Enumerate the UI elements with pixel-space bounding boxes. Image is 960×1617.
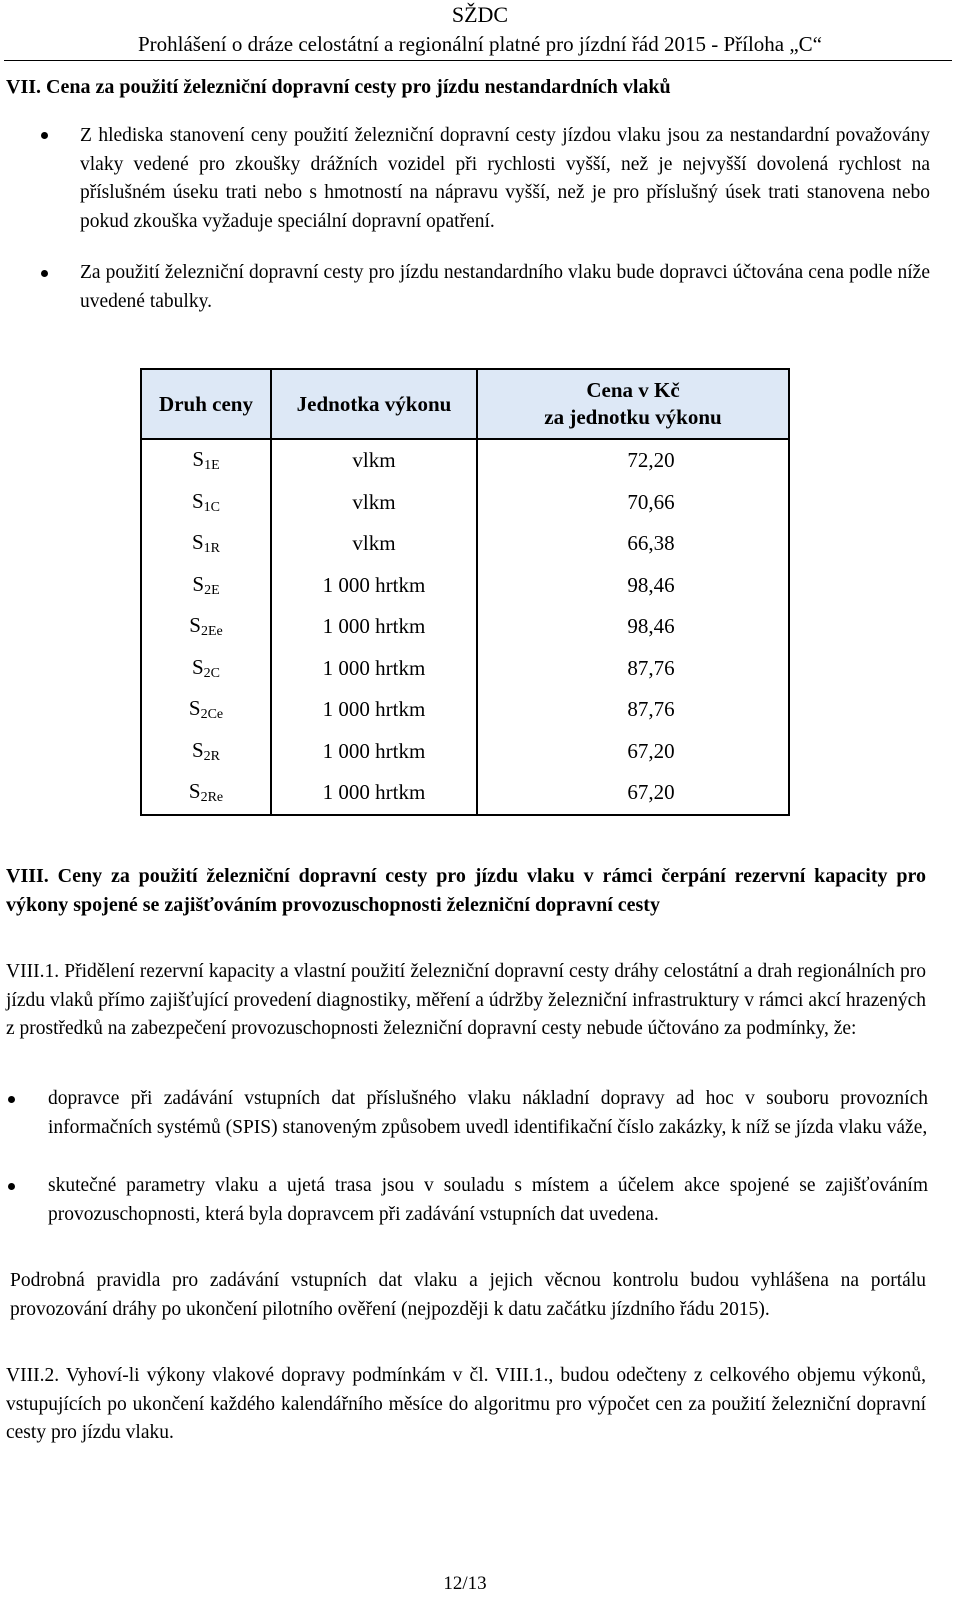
price-cell: 98,46 [477,565,789,607]
price-cell: 87,76 [477,648,789,690]
price-type-cell: $S_{1C}$ [141,482,271,524]
unit-cell: 1 000 hrtkm [271,689,477,731]
table-row [141,439,789,482]
table-row [141,648,789,690]
table-row [141,565,789,607]
section-7-bullet: Z hlediska stanovení ceny použití železniční dopravní cesty jízdou vlaku jsou za nestandardní považovány vlaky vedené pro zkoušky drážních vozidel při rychlosti vyšší, než je nejvyšší dovolená rychlost na příslušném úseku trati nebo s hmotností na nápravu vyšší, než je pro příslušný úsek trati stanovena nebo pokud zkouška vyžaduje speciální dopravní opatření. [80,125,930,232]
bullet-icon [8,1183,15,1190]
table-row [141,689,789,731]
price-cell: 70,66 [477,482,789,524]
section-8-bullet: dopravce při zadávání vstupních dat příslušného vlaku nákladní dopravy ad hoc v souboru provozních informačních systémů (SPIS) stanoveným způsobem uvedl identifikační číslo zakázky, k níž se jízda vlaku váže, [48,1088,928,1138]
price-type-cell: $S_{2Ee}$ [141,606,271,648]
unit-cell: vlkm [271,439,477,482]
price-table [140,368,790,816]
price-type-cell: $S_{1E}$ [141,439,271,482]
section-8-heading: VIII. Ceny za použití železniční dopravní cesty pro jízdu vlaku v rámci čerpání rezervní kapacity pro výkony spojené se zajišťováním provozuschopnosti železniční dopravní cesty [6,865,926,916]
page-number: 12/13 [443,1573,487,1594]
header-divider [4,60,952,61]
header-document-title: Prohlášení o dráze celostátní a regionální platné pro jízdní řád 2015 - Příloha „C“ [137,32,823,56]
column-header-price [477,369,789,439]
price-cell: 72,20 [477,439,789,482]
price-type-cell: $S_{2Ce}$ [141,689,271,731]
price-type-cell: $S_{1R}$ [141,523,271,565]
column-header-price-line2: za jednotku výkonu [544,405,722,429]
unit-cell: vlkm [271,482,477,524]
bullet-icon [8,1096,15,1103]
price-cell: 87,76 [477,689,789,731]
section-8-bullet: skutečné parametry vlaku a ujetá trasa jsou v souladu s místem a účelem akce spojené se zajišťováním provozuschopnosti, která byla dopravcem při zadávání vstupních dat uvedena. [48,1175,928,1225]
column-header-unit: Jednotka výkonu [271,369,477,439]
table-row [141,482,789,524]
bullet-icon [41,132,48,139]
table-row [141,731,789,773]
section-8-2-paragraph: VIII.2. Vyhoví-li výkony vlakové dopravy podmínkám v čl. VIII.1., budou odečteny z celkového objemu výkonů, vstupujících po ukončení každého kalendářního měsíce do algoritmu pro výpočet cen za použití železniční dopravní cesty pro jízdu vlaku. [6,1365,926,1444]
price-type-cell: $S_{2E}$ [141,565,271,607]
table-row [141,772,789,815]
price-type-cell: $S_{2C}$ [141,648,271,690]
column-header-price-type: Druh ceny [141,369,271,439]
column-header-price-line1: Cena v Kč [586,378,680,402]
bullet-icon [41,270,48,277]
unit-cell: 1 000 hrtkm [271,772,477,815]
table-row [141,606,789,648]
table-row [141,523,789,565]
unit-cell: 1 000 hrtkm [271,565,477,607]
rules-paragraph: Podrobná pravidla pro zadávání vstupních dat vlaku a jejich věcnou kontrolu budou vyhlášena na portálu provozování dráhy po ukončení pilotního ověření (nejpozději k datu začátku jízdního řádu 2015). [10,1270,926,1320]
unit-cell: 1 000 hrtkm [271,731,477,773]
unit-cell: 1 000 hrtkm [271,606,477,648]
price-type-cell: $S_{2Re}$ [141,772,271,815]
price-table-header-row [141,369,789,439]
price-cell: 67,20 [477,731,789,773]
price-cell: 67,20 [477,772,789,815]
price-cell: 66,38 [477,523,789,565]
price-type-cell: $S_{2R}$ [141,731,271,773]
price-cell: 98,46 [477,606,789,648]
section-8-1-paragraph: VIII.1. Přidělení rezervní kapacity a vlastní použití železniční dopravní cesty dráhy celostátní a drah regionálních pro jízdu vlaků přímo zajišťující provedení diagnostiky, měření a údržby železniční infrastruktury v rámci akcí hrazených z prostředků na zabezpečení provozuschopnosti železniční dopravní cesty nebude účtováno za podmínky, že: [6,961,926,1040]
header-organization: SŽDC [451,2,509,27]
section-7-heading: VII. Cena za použití železniční dopravní cesty pro jízdu nestandardních vlaků [6,76,671,98]
unit-cell: vlkm [271,523,477,565]
section-7-bullet: Za použití železniční dopravní cesty pro jízdu nestandardního vlaku bude dopravci účtována cena podle níže uvedené tabulky. [80,262,930,312]
unit-cell: 1 000 hrtkm [271,648,477,690]
